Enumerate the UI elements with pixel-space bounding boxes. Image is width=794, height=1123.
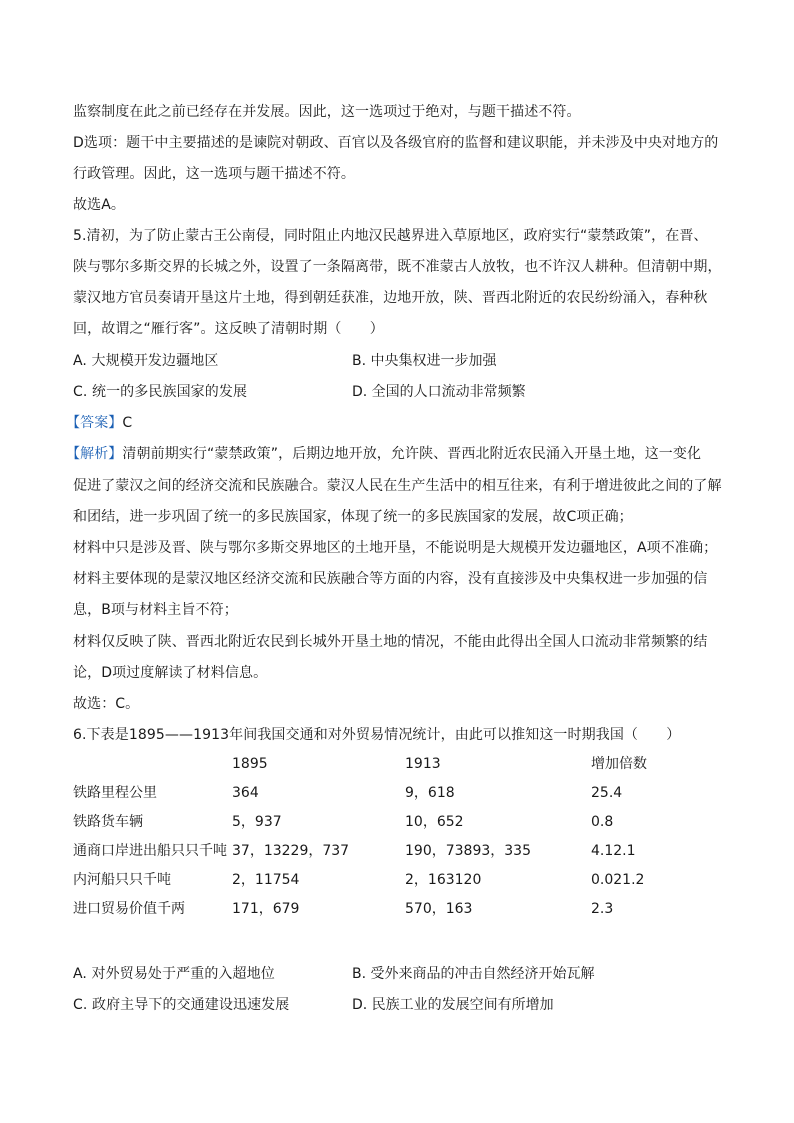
table-cell: 2.3 (591, 901, 614, 917)
option-c: C. 统一的多民族国家的发展 (73, 384, 248, 400)
option-c: C. 政府主导下的交通建设迅速发展 (73, 997, 290, 1013)
table-cell: 铁路里程公里 (73, 785, 157, 801)
analysis-line: 和团结，进一步巩固了统一的多民族国家，体现了统一的多民族国家的发展，故C项正确； (73, 509, 633, 525)
table-cell: 171，679 (232, 901, 300, 917)
table-cell: 0.8 (591, 814, 614, 830)
table-cell: 通商口岸进出船只只千吨 (73, 843, 227, 859)
question-5-stem: 陕与鄂尔多斯交界的长城之外，设置了一条隔离带，既不准蒙古人放牧，也不许汉人耕种。但清朝中期， (73, 259, 722, 275)
table-header-cell: 1913 (405, 756, 441, 772)
analysis-text: 清朝前期实行“蒙禁政策”，后期边地开放，允许陕、晋西北附近农民涌入开垦土地，这一变化 (122, 446, 702, 462)
table-header-cell: 增加倍数 (591, 756, 647, 772)
option-a: A. 对外贸易处于严重的入超地位 (73, 966, 275, 982)
paragraph-line: 故选A。 (73, 197, 125, 213)
table-header-cell: 1895 (232, 756, 268, 772)
analysis-line: 论，D项过度解读了材料信息。 (73, 665, 268, 681)
table-cell: 10，652 (405, 814, 464, 830)
option-b: B. 受外来商品的冲击自然经济开始瓦解 (352, 966, 595, 982)
table-cell: 190，73893，335 (405, 843, 531, 859)
table-cell: 内河船只只千吨 (73, 872, 171, 888)
option-a: A. 大规模开发边疆地区 (73, 353, 219, 369)
table-cell: 2，11754 (232, 872, 300, 888)
answer-line (66, 413, 132, 433)
analysis-label: 【解析】 (66, 446, 123, 462)
question-6-stem: 6.下表是1895——1913年间我国交通和对外贸易情况统计，由此可以推知这一时期我国（ ） (73, 727, 681, 743)
table-cell: 2，163120 (405, 872, 482, 888)
analysis-line: 材料中只是涉及晋、陕与鄂尔多斯交界地区的土地开垦，不能说明是大规模开发边疆地区，A项不准确； (73, 540, 718, 556)
table-cell: 进口贸易价值千两 (73, 901, 185, 917)
analysis-line: 息，B项与材料主旨不符； (73, 602, 238, 618)
table-cell: 4.12.1 (591, 843, 636, 859)
question-5-stem: 蒙汉地方官员奏请开垦这片土地，得到朝廷获准，边地开放，陕、晋西北附近的农民纷纷涌入，春种秋 (73, 290, 708, 306)
answer-value: C (122, 415, 133, 431)
table-cell: 25.4 (591, 785, 623, 801)
analysis-line: 促进了蒙汉之间的经济交流和民族融合。蒙汉人民在生产生活中的相互往来，有利于增进彼此之间的了解 (73, 478, 722, 494)
table-cell: 9，618 (405, 785, 455, 801)
paragraph-line: 监察制度在此之前已经存在并发展。因此，这一选项过于绝对，与题干描述不符。 (73, 104, 581, 120)
paragraph-line: D选项：题干中主要描述的是谏院对朝政、百官以及各级官府的监督和建议职能，并未涉及中央对地方的 (73, 135, 719, 151)
analysis-line: 材料仅反映了陕、晋西北附近农民到长城外开垦土地的情况，不能由此得出全国人口流动非常频繁的结 (73, 634, 708, 650)
table-cell: 0.021.2 (591, 872, 645, 888)
question-5-stem: 回，故谓之“雁行客”。这反映了清朝时期（ ） (73, 321, 384, 337)
paragraph-line: 行政管理。因此，这一选项与题干描述不符。 (73, 166, 355, 182)
table-cell: 364 (232, 785, 259, 801)
table-cell: 铁路货车辆 (73, 814, 143, 830)
conclusion-line: 故选：C。 (73, 696, 140, 712)
answer-label: 【答案】 (66, 415, 123, 431)
table-cell: 37，13229，737 (232, 843, 350, 859)
question-5-stem: 5.清初，为了防止蒙古王公南侵，同时阻止内地汉民越界进入草原地区，政府实行“蒙禁政策”，在晋、 (73, 228, 708, 244)
analysis-line: 材料主要体现的是蒙汉地区经济交流和民族融合等方面的内容，没有直接涉及中央集权进一步加强的信 (73, 571, 708, 587)
analysis-line (66, 444, 701, 464)
table-cell: 5，937 (232, 814, 282, 830)
option-b: B. 中央集权进一步加强 (352, 353, 497, 369)
option-d: D. 全国的人口流动非常频繁 (352, 384, 526, 400)
option-d: D. 民族工业的发展空间有所增加 (352, 997, 554, 1013)
table-cell: 570，163 (405, 901, 473, 917)
